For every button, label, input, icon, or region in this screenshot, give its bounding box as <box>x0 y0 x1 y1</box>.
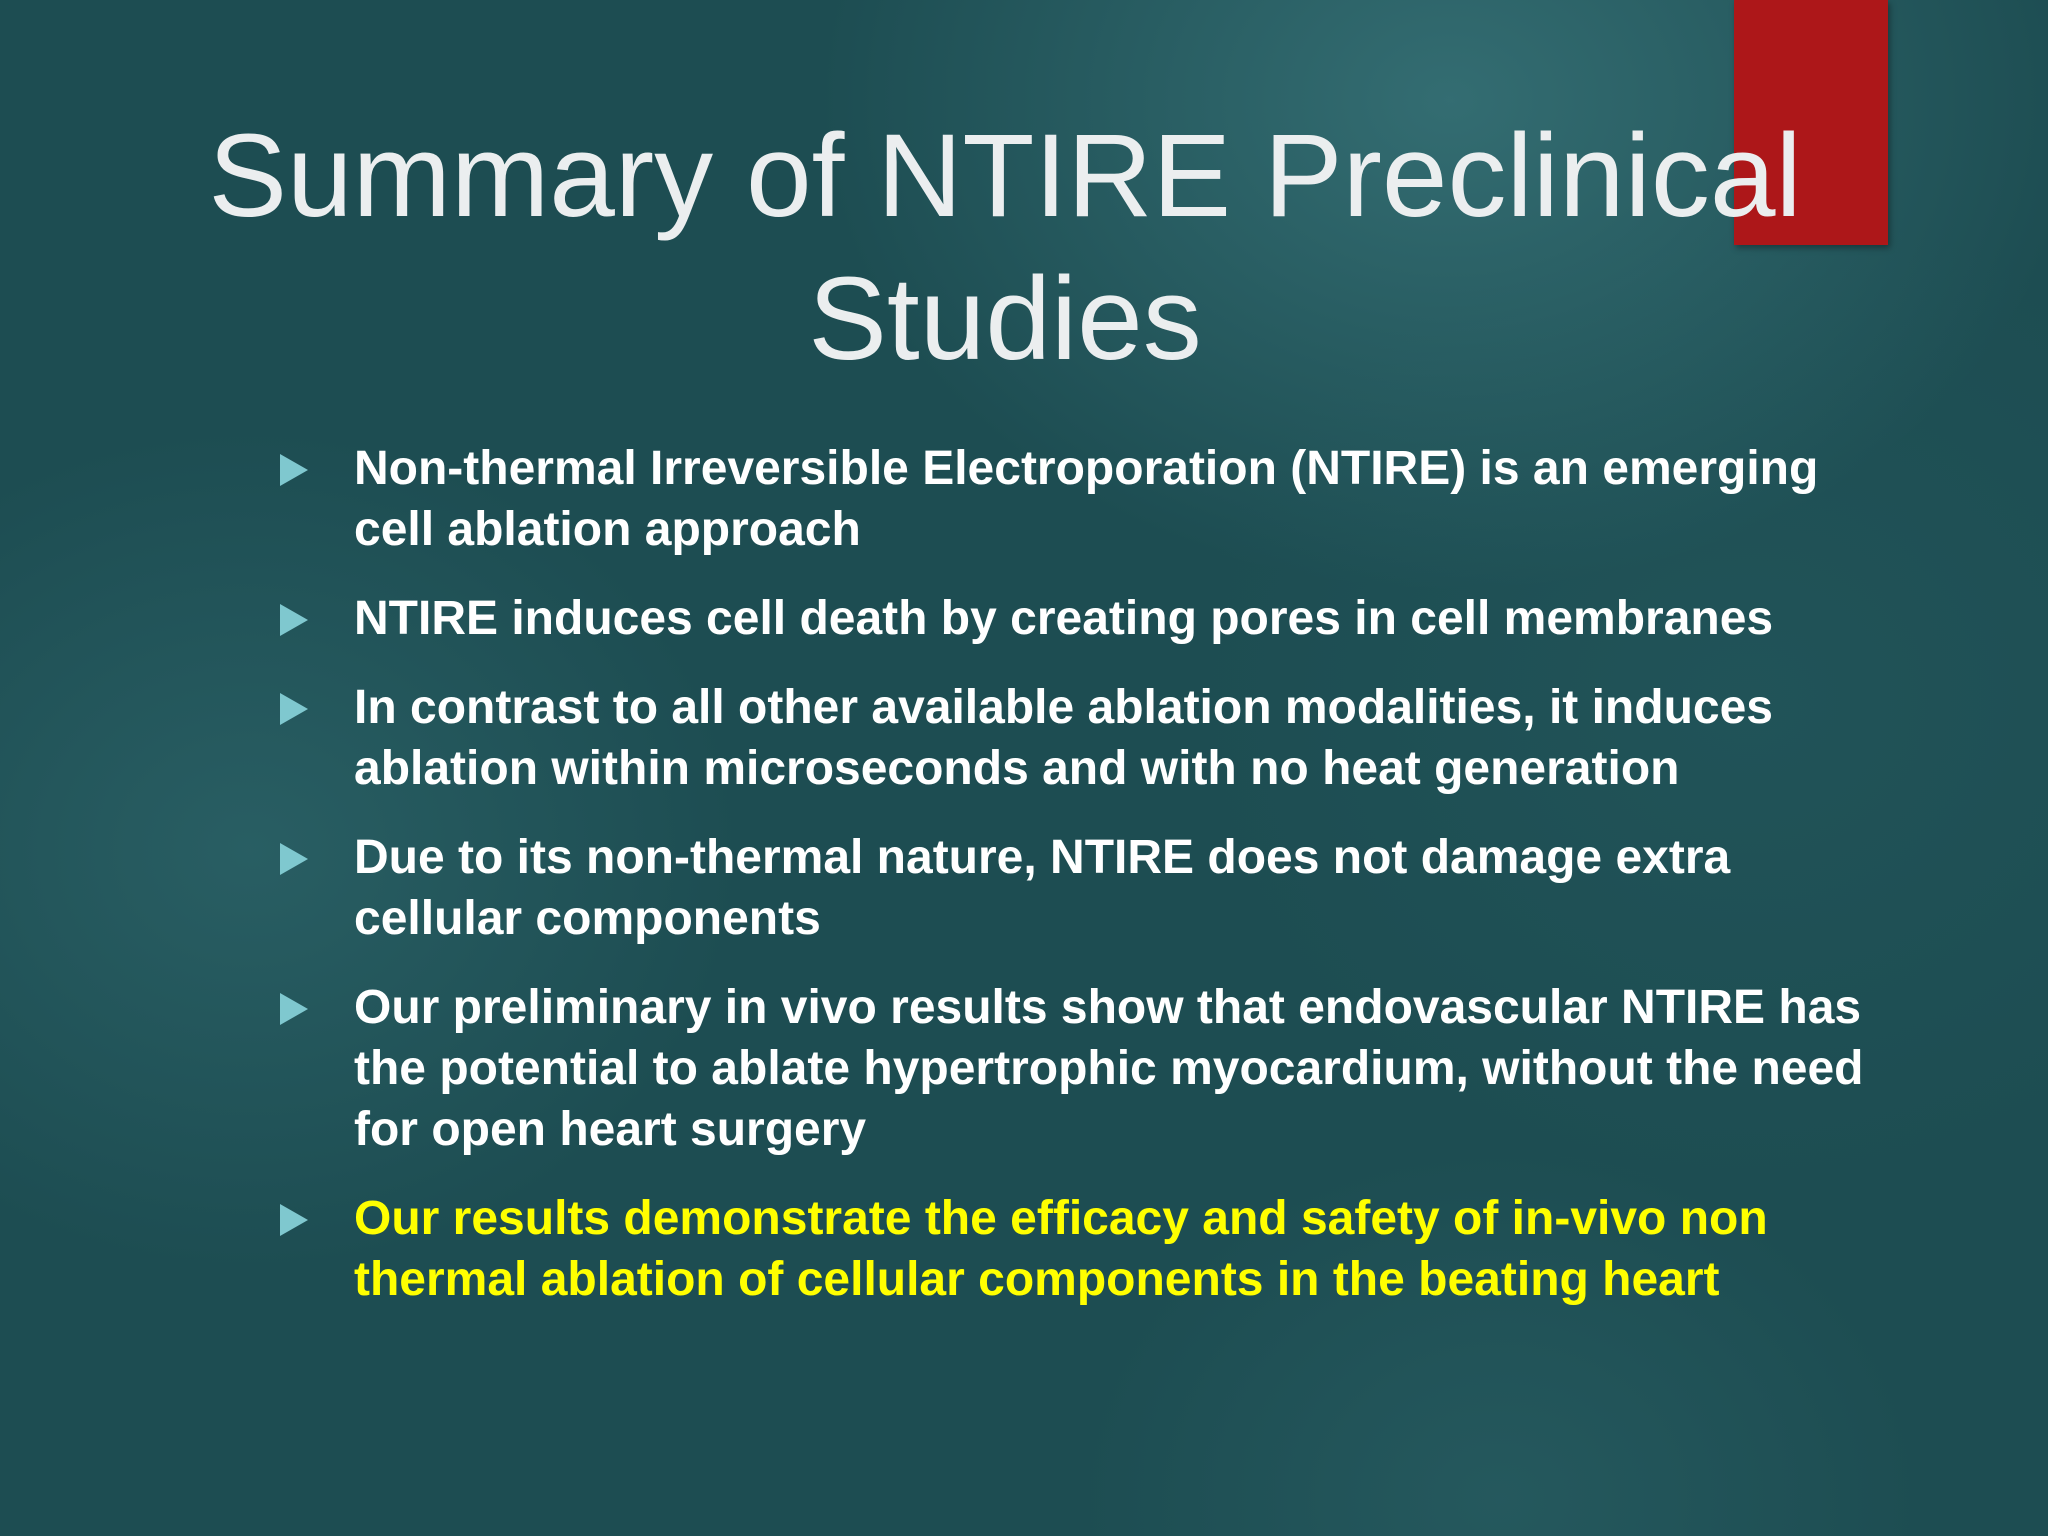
slide-title <box>160 105 1850 391</box>
triangle-right-icon <box>280 693 308 725</box>
bullet-text: Due to its non-thermal nature, NTIRE does not damage extra cellular components <box>354 831 1731 945</box>
bullet-item <box>278 977 1898 1160</box>
triangle-right-icon <box>280 993 308 1025</box>
bullet-item-highlighted <box>278 1188 1898 1310</box>
triangle-right-icon <box>280 454 308 486</box>
bullet-item <box>278 677 1898 799</box>
bullet-text: Non-thermal Irreversible Electroporation (NTIRE) is an emerging cell ablation approach <box>354 442 1819 556</box>
triangle-right-icon <box>280 604 308 636</box>
triangle-right-icon <box>280 843 308 875</box>
bullet-text: Our results demonstrate the efficacy and safety of in-vivo non thermal ablation of cellular components in the beating heart <box>354 1192 1768 1306</box>
bullet-item <box>278 438 1898 560</box>
slide-title-line-2: Studies <box>808 253 1202 385</box>
bullet-text: NTIRE induces cell death by creating pores in cell membranes <box>354 592 1774 645</box>
bullet-text: In contrast to all other available ablation modalities, it induces ablation within microseconds and with no heat generation <box>354 681 1773 795</box>
bullet-list <box>278 438 1898 1338</box>
slide-title-line-1: Summary of NTIRE Preclinical <box>208 110 1802 242</box>
bullet-item <box>278 588 1898 649</box>
bullet-item <box>278 827 1898 949</box>
bullet-text: Our preliminary in vivo results show that endovascular NTIRE has the potential to ablate hypertrophic myocardium, without the need for open heart surgery <box>354 981 1864 1156</box>
triangle-right-icon <box>280 1204 308 1236</box>
